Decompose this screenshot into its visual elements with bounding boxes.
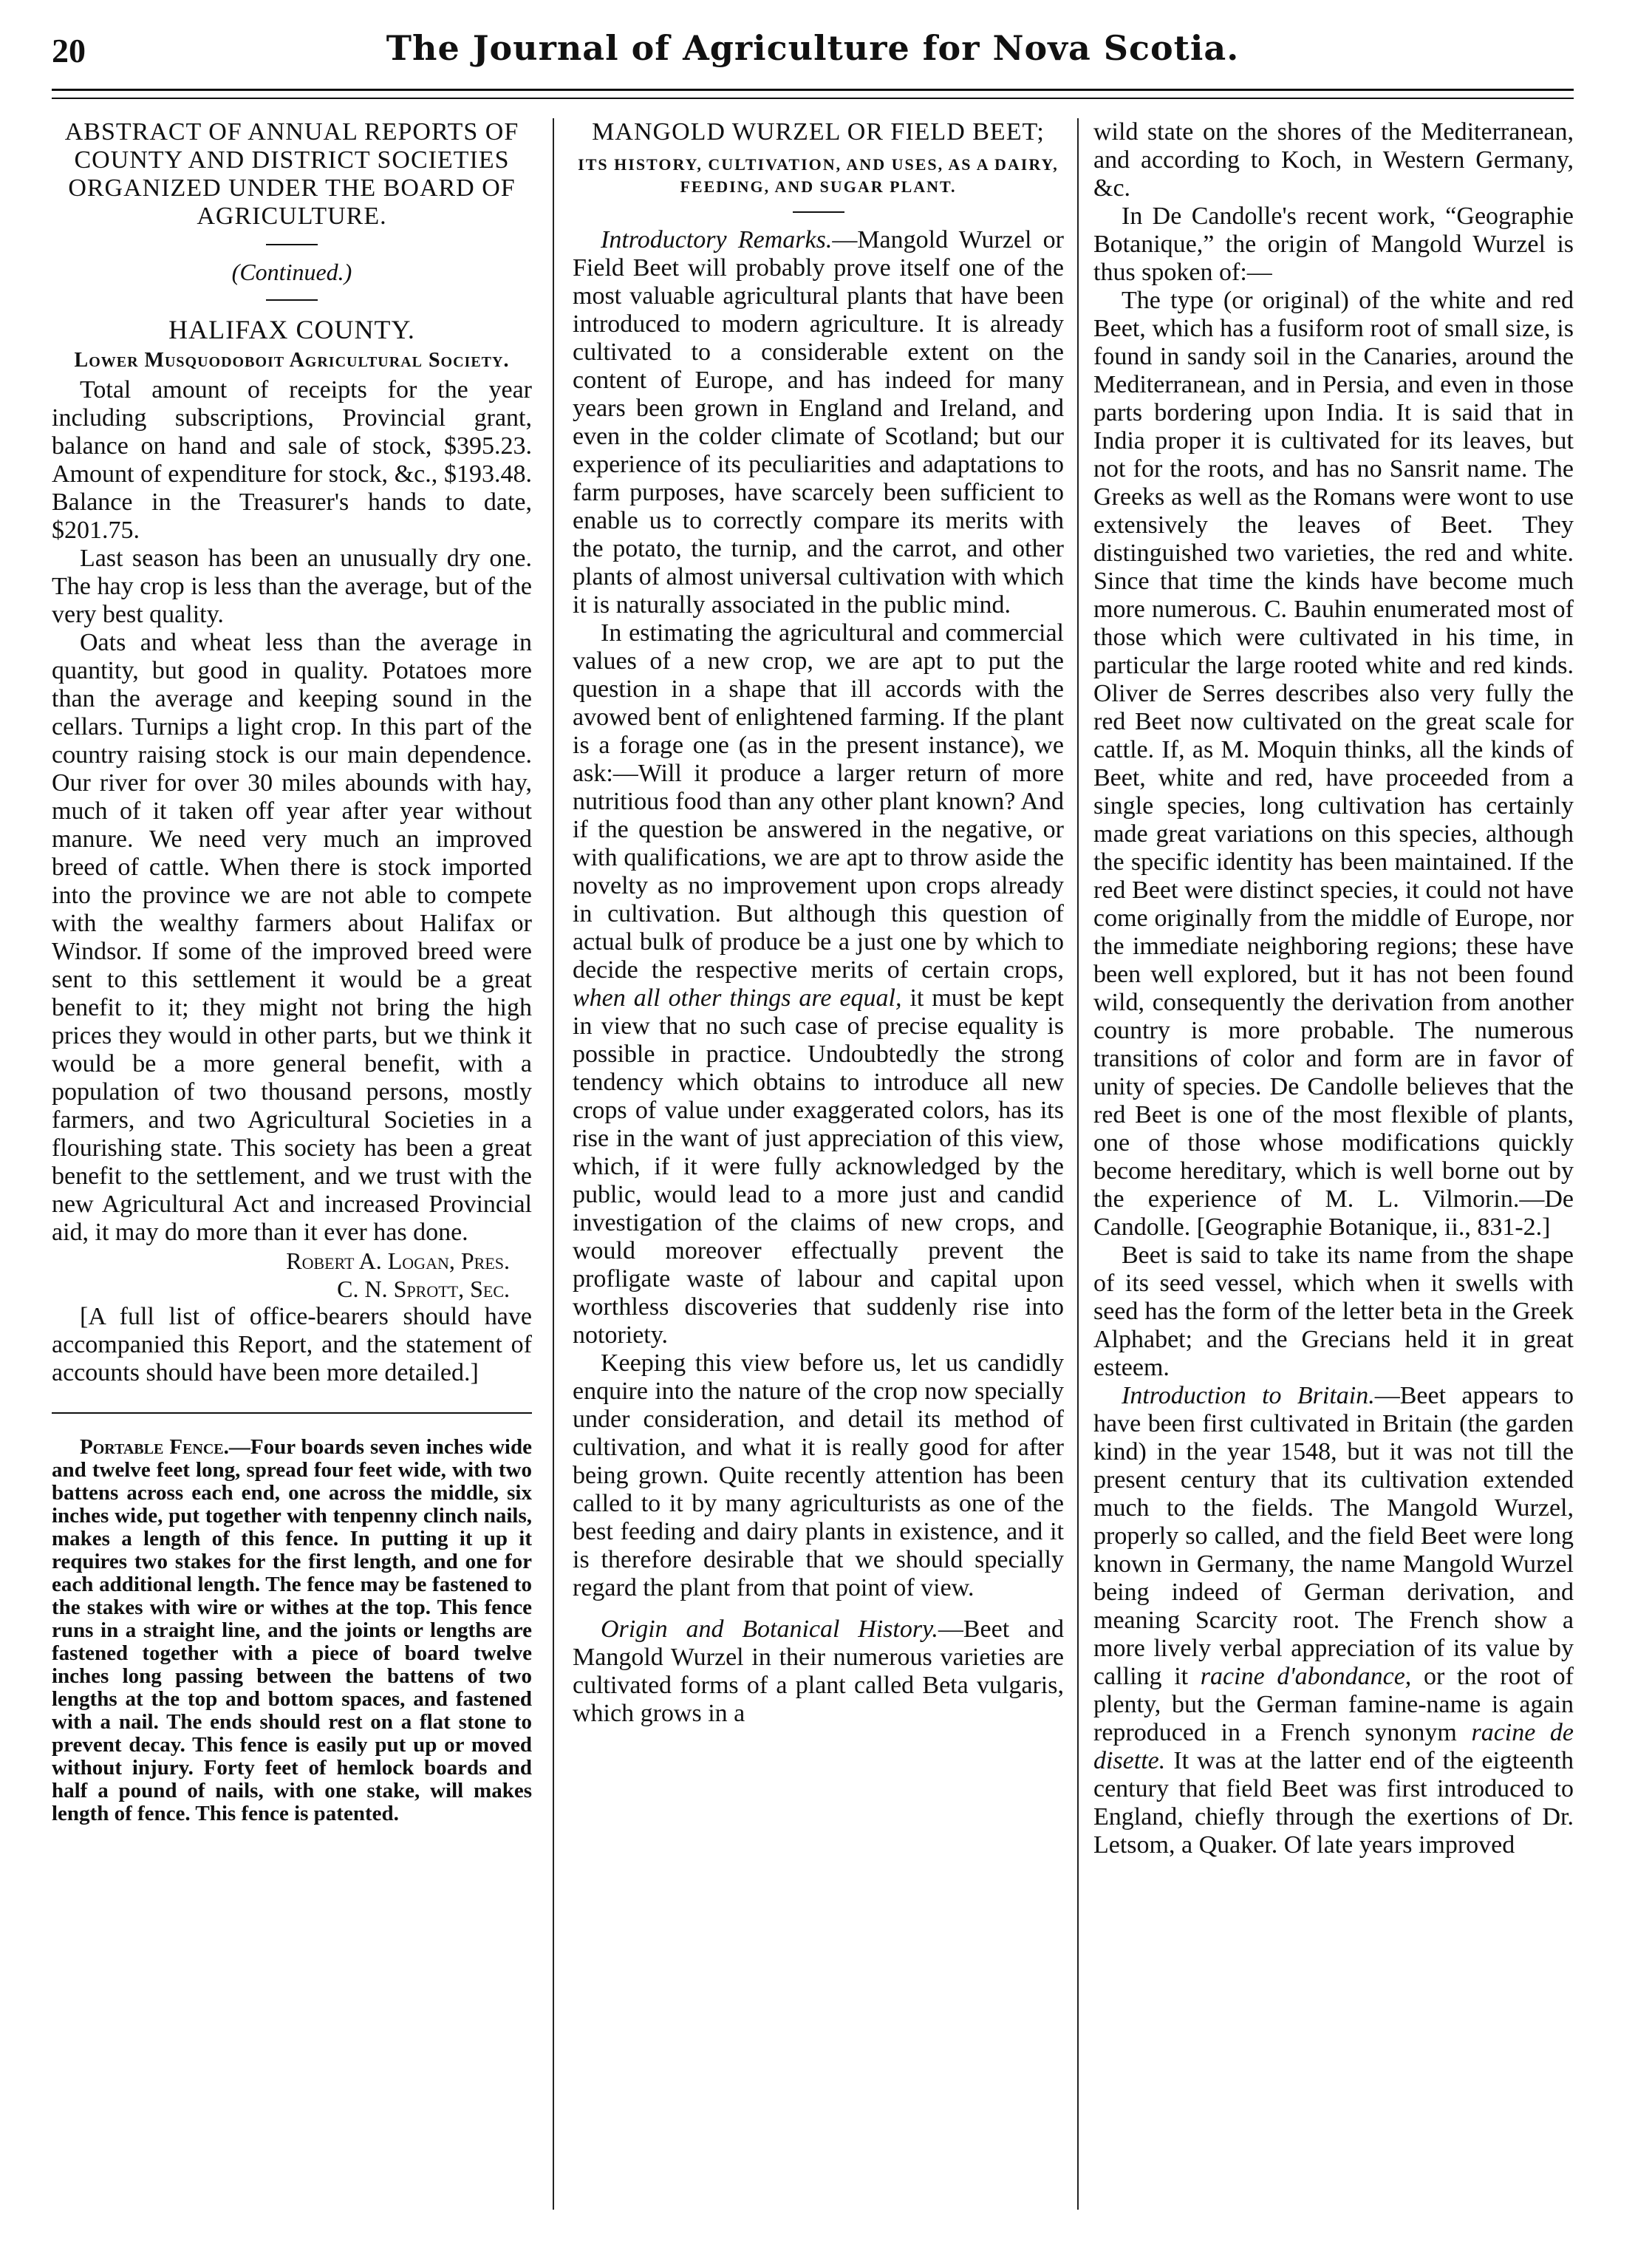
page-number: 20 [52, 32, 86, 69]
paragraph: Keeping this view before us, let us candidly enquire into the nature of the crop now specially under consideration, and detail its method of cultivation, and what it is really good for after being grown. Quite recently attention has been called to it by many agriculturists as one of the best feeding and dairy plants in existence, and it is therefore desirable that we should specially regard the plant from that point of view. [573, 1349, 1064, 1601]
column-1 [52, 118, 532, 1825]
column-2 [573, 118, 1064, 1728]
paragraph: In De Candolle's recent work, “Geographie Botanique,” the origin of Mangold Wurzel is thus spoken of:— [1093, 202, 1574, 286]
signature-president: Robert A. Logan, Pres. [286, 1247, 510, 1274]
editor-note: [A full list of office-bearers should have accompanied this Report, and the statement of accounts should have been more detailed.] [52, 1303, 532, 1386]
paragraph [573, 619, 1064, 1349]
paragraph [573, 1615, 1064, 1728]
signature-secretary: C. N. Sprott, Sec. [337, 1276, 510, 1302]
paragraph [1093, 1382, 1574, 1859]
paragraph: Oats and wheat less than the average in quantity, but good in quality. Potatoes more than the average and keeping sound in the cellars. Turnips a light crop. In this part of the country raising stock is our main dependence. Our river for over 30 miles abounds with hay, much of it taken off year after year without manure. We need very much an improved breed of cattle. When there is stock imported into the province we are not able to compete with the wealthy farmers about Halifax or Windsor. If some of the improved breed were sent to this settlement it would be a great benefit to it; they might not bring the high prices they would in other parts, but we think it would be a more general benefit, with a population of two thousand persons, mostly farmers, and two Agricultural Societies in a flourishing state. This society has been a great benefit to the settlement, and we trust with the new Agricultural Act and increased Provincial aid, it may do more than it ever has done. [52, 629, 532, 1246]
paragraph: Total amount of receipts for the year including subscriptions, Provincial grant, balance on hand and sale of stock, $395.23. Amount of expenditure for stock, &c., $193.48. Balance in the Treasurer's hands to date, $201.75. [52, 376, 532, 544]
society-heading: Lower Musquodoboit Agricultural Society. [74, 349, 510, 372]
column-divider-1 [553, 118, 554, 2210]
paragraph: Last season has been an unusually dry one. The hay crop is less than the average, but of the very best quality. [52, 545, 532, 628]
emphasis-text: racine de disette. [1093, 1719, 1574, 1774]
page-header [52, 22, 1574, 89]
paragraph: wild state on the shores of the Mediterranean, and according to Koch, in Western Germany, &c. [1093, 118, 1574, 202]
column-3 [1093, 118, 1574, 1859]
portable-fence-item [52, 1436, 532, 1825]
article-title-mangold: MANGOLD WURZEL OR FIELD BEET; [592, 118, 1045, 146]
paragraph-text: —Beet and Mangold Wurzel in their numerous varieties are cultivated forms of a plant called Beta vulgaris, which grows in a [573, 1615, 1064, 1727]
county-heading: HALIFAX COUNTY. [168, 315, 415, 344]
section-rule [52, 1412, 532, 1414]
emphasis-text: when all other things are equal, [573, 984, 902, 1012]
item-text: —Four boards seven inches wide and twelve feet long, spread four feet wide, with two battens across each end, one across the middle, six inches wide, put together with tenpenny clinch nails, makes a length of this fence. In putting it up it requires two stakes for the first length, and one for each additional length. The fence may be fastened to the stakes with wire or withes at the top. This fence runs in a straight line, and the joints or lengths are fastened together with a piece of board twelve inches long passing between the battens of two lengths at the top and bottom spaces, and fastened with a nail. The ends should rest on a flat stone to prevent decay. This fence is easily put up or moved without injury. Forty feet of hemlock boards and half a pound of nails, with one stake, will makes length of fence. This fence is patented. [52, 1435, 532, 1825]
column-divider-2 [1077, 118, 1079, 2210]
continued-label: (Continued.) [231, 259, 352, 285]
paragraph-text: It was at the latter end of the eigteenth century that field Beet was first introduced to England, chiefly through the exertions of Dr. Letsom, a Quaker. Of late years improved [1093, 1747, 1574, 1859]
article-subtitle: ITS HISTORY, CULTIVATION, AND USES, AS A DAIRY, FEEDING, AND SUGAR PLANT. [578, 155, 1059, 196]
paragraph-text: —Beet appears to have been first cultivated in Britain (the garden kind) in the year 1548, but it was not till the present century that its cultivation extended much to the fields. The Mangold Wurzel, properly so called, and the field Beet were long known in Germany, the name Mangold Wurzel being indeed of German derivation, and meaning Scarcity root. The French show a more lively verbal appreciation of its value by calling it [1093, 1382, 1574, 1690]
emphasis-text: racine d'abondance, [1200, 1663, 1412, 1690]
paragraph-text: —Mangold Wurzel or Field Beet will probably prove itself one of the most valuable agricultural plants that have been introduced to modern agriculture. It is already cultivated to a considerable extent on the content of Europe, and has indeed for many years been grown in England and Ireland, and even in the colder climate of Scotland; but our experience of its peculiarities and adaptations to farm purposes, have scarcely been sufficient to enable us to correctly compare its merits with the potato, the turnip, and the carrot, and other plants of almost universal cultivation with which it is naturally associated in the public mind. [573, 226, 1064, 619]
paragraph [573, 226, 1064, 619]
short-rule [266, 299, 318, 301]
running-title: The Journal of Agriculture for Nova Scotia. [386, 28, 1240, 68]
paragraph-text: it must be kept in view that no such case of precise equality is possible in practice. Undoubtedly the strong tendency which obtains to introduce all new crops of value under exaggerated colors, has its rise in the want of just appreciation of this view, which, if it were fully acknowledged by the public, would lead to a more just and candid investigation of the claims of new crops, and would moreover effectually prevent the profligate waste of labour and capital upon worthless discoveries that suddenly rise into notoriety. [573, 984, 1064, 1349]
short-rule [266, 244, 318, 245]
short-rule [793, 211, 844, 213]
header-rule-thick [52, 89, 1574, 91]
section-heading: Introduction to Britain. [1122, 1382, 1375, 1409]
section-heading: Origin and Botanical History. [601, 1615, 938, 1643]
section-heading: Introductory Remarks. [601, 226, 833, 253]
article-title-abstract: ABSTRACT OF ANNUAL REPORTS OF COUNTY AND DISTRICT SOCIETIES ORGANIZED UNDER THE BOARD OF AGRICULTURE. [64, 118, 519, 230]
paragraph-text: In estimating the agricultural and commercial values of a new crop, we are apt to put the question in a shape that ill accords with the avowed bent of enlightened farming. If the plant is a forage one (as in the present instance), we ask:—Will it produce a larger return of more nutritious food than any other plant known? And if the question be answered in the negative, or with qualifications, we are apt to throw aside the novelty as no improvement upon crops already in cultivation. But although this question of actual bulk of produce be a just one by which to decide the respective merits of certain crops, [573, 619, 1064, 984]
paragraph-text: or the root of plenty, but the German famine-name is again reproduced in a French synonym [1093, 1663, 1574, 1746]
paragraph: The type (or original) of the white and red Beet, which has a fusiform root of small size, is found in sandy soil in the Canaries, around the Mediterranean, and in Persia, and even in those parts bordering upon India. It is said that in India proper it is cultivated for its leaves, but not for the roots, and has no Sansrit name. The Greeks as well as the Romans were wont to use extensively the leaves of Beet. They distinguished two varieties, the red and white. Since that time the kinds have become much more numerous. C. Bauhin enumerated most of those which were cultivated in his time, in particular the large rooted white and red kinds. Oliver de Serres describes also very fully the red Beet now cultivated on the great scale for cattle. If, as M. Moquin thinks, all the kinds of Beet, white and red, have proceeded from a single species, long cultivation has certainly made great variations on this species, although the specific identity has been maintained. If the red Beet were distinct species, it could not have come originally from the middle of Europe, nor the immediate neighboring regions; these have been well explored, but it has not been found wild, consequently the derivation from another country is more probable. The numerous transitions of color and form are in favor of unity of species. De Candolle believes that the red Beet is one of the most flexible of plants, one of those whose modifications quickly become hereditary, which is well borne out by the experience of M. L. Vilmorin.—De Candolle. [Geographie Botanique, ii., 831-2.] [1093, 287, 1574, 1241]
paragraph: Beet is said to take its name from the shape of its seed vessel, which when it swells with seed has the form of the letter beta in the Greek Alphabet; and the Grecians held it in great esteem. [1093, 1242, 1574, 1381]
header-rule-thin [52, 98, 1574, 99]
item-heading: Portable Fence. [80, 1435, 229, 1459]
